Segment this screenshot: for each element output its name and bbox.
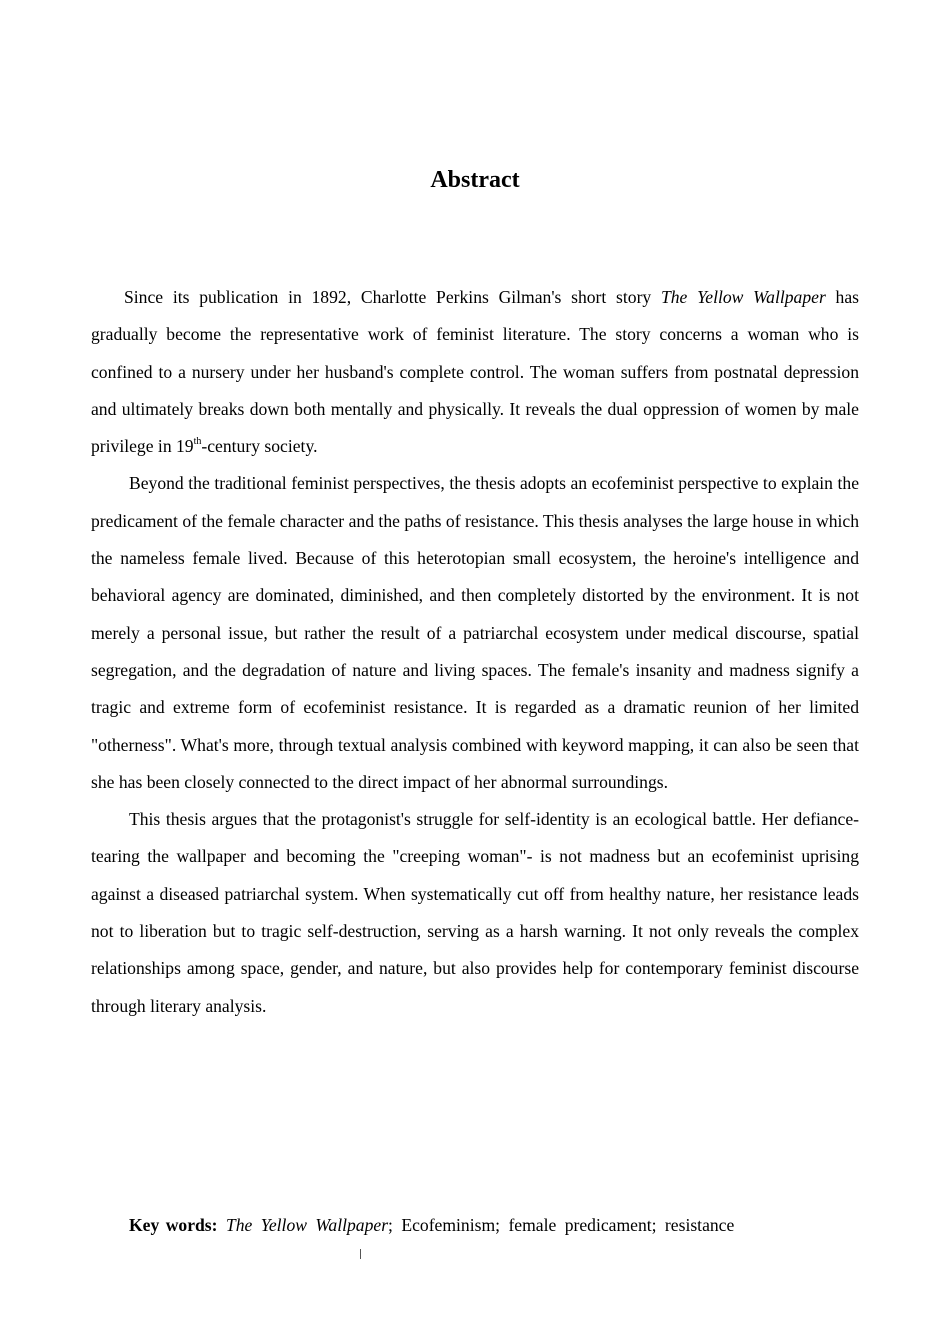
keywords-line	[129, 1208, 734, 1242]
abstract-paragraph-3: This thesis argues that the protagonist's struggle for self-identity is an ecological battle. Her defiance- tearing the wallpaper and becoming the "creeping woman"- is not madness but an ecofeminist uprising against a diseased patriarchal system. When systematically cut off from healthy nature, her resistance leads not to liberation but to tragic self-destruction, serving as a harsh warning. It not only reveals the complex relationships among space, gender, and nature, but also provides help for contemporary feminist discourse through literary analysis.	[91, 809, 859, 1016]
story-title-italic: The Yellow Wallpaper	[660, 287, 826, 307]
abstract-paragraph-1	[91, 279, 859, 465]
paragraph-1-text-start: Since its publication in 1892, Charlotte Perkins Gilman's short story	[124, 287, 661, 307]
keyword-list: Ecofeminism; female predicament; resistance	[401, 1215, 735, 1235]
keyword-separator: ;	[388, 1215, 393, 1235]
page-marker	[360, 1249, 361, 1259]
abstract-paragraph-2: Beyond the traditional feminist perspectives, the thesis adopts an ecofeminist perspective to explain the predicament of the female character and the paths of resistance. This thesis analyses the large house in which the nameless female lived. Because of this heterotopian small ecosystem, the heroine's intelligence and behavioral agency are dominated, diminished, and then completely distorted by the environment. It is not merely a personal issue, but rather the result of a patriarchal ecosystem under medical discourse, spatial segregation, and the degradation of nature and living spaces. The female's insanity and madness signify a tragic and extreme form of ecofeminist resistance. It is regarded as a dramatic reunion of her limited "otherness". What's more, through textual analysis combined with keyword mapping, it can also be seen that she has been closely connected to the direct impact of her abnormal surroundings.	[91, 473, 859, 792]
keywords-label: Key words:	[129, 1215, 218, 1235]
paragraph-1-text-end: -century society.	[201, 436, 318, 457]
paragraph-1-text-middle: has gradually become the representative work of feminist literature. The story concerns a woman who is confined to a nursery under her husband's complete control. The woman suffers from postnatal depression and ultimately breaks down both mentally and physically. It reveals the dual oppression of women by male privilege in 19	[91, 287, 859, 457]
ordinal-superscript: th	[193, 436, 202, 448]
abstract-body	[91, 279, 859, 1025]
keyword-story-title: The Yellow Wallpaper	[225, 1215, 389, 1235]
abstract-heading: Abstract	[430, 167, 520, 193]
